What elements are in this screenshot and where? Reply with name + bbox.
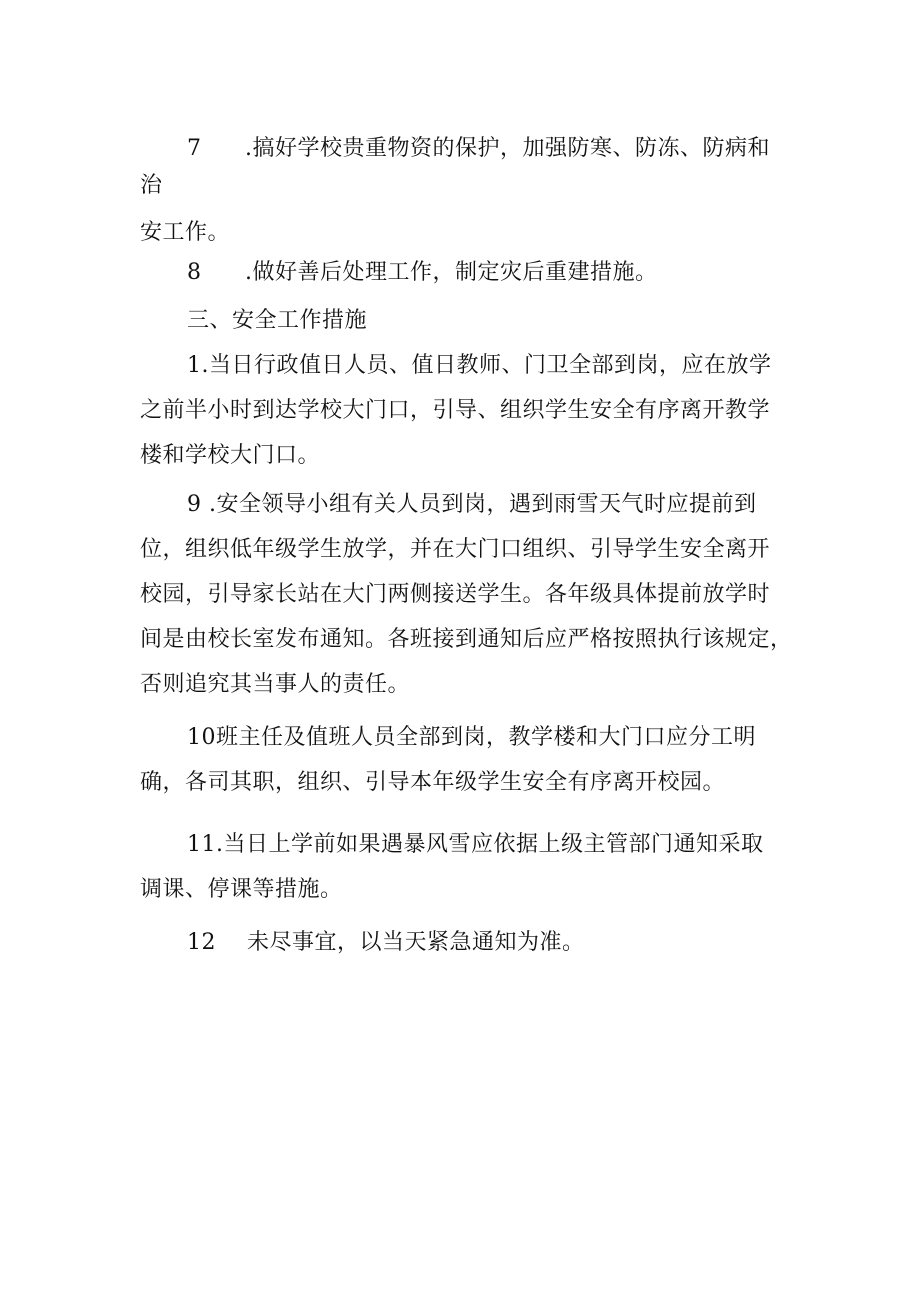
measure-9-line-1: 9 .安全领导小组有关人员到岗，遇到雨雪天气时应提前到: [187, 492, 757, 517]
measure-9-line-2: 位，组织低年级学生放学，并在大门口组织、引导学生安全离开: [140, 537, 771, 562]
measure-9-line-4: 间是由校长室发布通知。各班接到通知后应严格按照执行该规定，: [140, 627, 793, 652]
item-7-text: .搞好学校贵重物资的保护，加强防寒、防冻、防病和: [245, 136, 770, 161]
section-heading-text: 三、安全工作措施: [187, 308, 368, 333]
measure-1-line-2: 之前半小时到达学校大门口，引导、组织学生安全有序离开教学: [140, 398, 771, 423]
section-3-heading: [140, 302, 785, 339]
item-7-paragraph: [140, 130, 785, 251]
measure-10-paragraph: [140, 719, 785, 801]
measure-9-line-5: 否则追究其当事人的责任。: [140, 672, 411, 697]
measure-12-number: 12: [187, 930, 216, 955]
measure-1-paragraph: [140, 347, 785, 474]
measure-9-paragraph: [140, 486, 793, 703]
measure-12-text: 未尽事宜，以当天紧急通知为准。: [247, 930, 585, 955]
measure-12-paragraph: [140, 924, 785, 961]
measure-1-line-3: 楼和学校大门口。: [140, 443, 321, 468]
measure-10-line-2: 确，各司其职，组织、引导本年级学生安全有序离开校园。: [140, 770, 726, 795]
measure-11-line-2: 调课、停课等措施。: [140, 877, 343, 902]
measure-9-line-3: 校园，引导家长站在大门两侧接送学生。各年级具体提前放学时: [140, 582, 771, 607]
measure-11-paragraph: [140, 826, 785, 908]
item-7-text-end: 安工作。: [140, 220, 231, 245]
measure-11-line-1: 11.当日上学前如果遇暴风雪应依据上级主管部门通知采取: [187, 832, 764, 857]
item-8-text: .做好善后处理工作，制定灾后重建措施。: [245, 260, 658, 285]
measure-1-line-1: 1.当日行政值日人员、值日教师、门卫全部到岗，应在放学: [187, 353, 772, 378]
item-7-text-cont: 治: [140, 173, 163, 198]
measure-10-line-1: 10班主任及值班人员全部到岗，教学楼和大门口应分工明: [187, 725, 756, 750]
item-8-number: 8: [187, 260, 202, 285]
item-8-paragraph: [140, 254, 785, 291]
item-7-number: 7: [187, 136, 202, 161]
